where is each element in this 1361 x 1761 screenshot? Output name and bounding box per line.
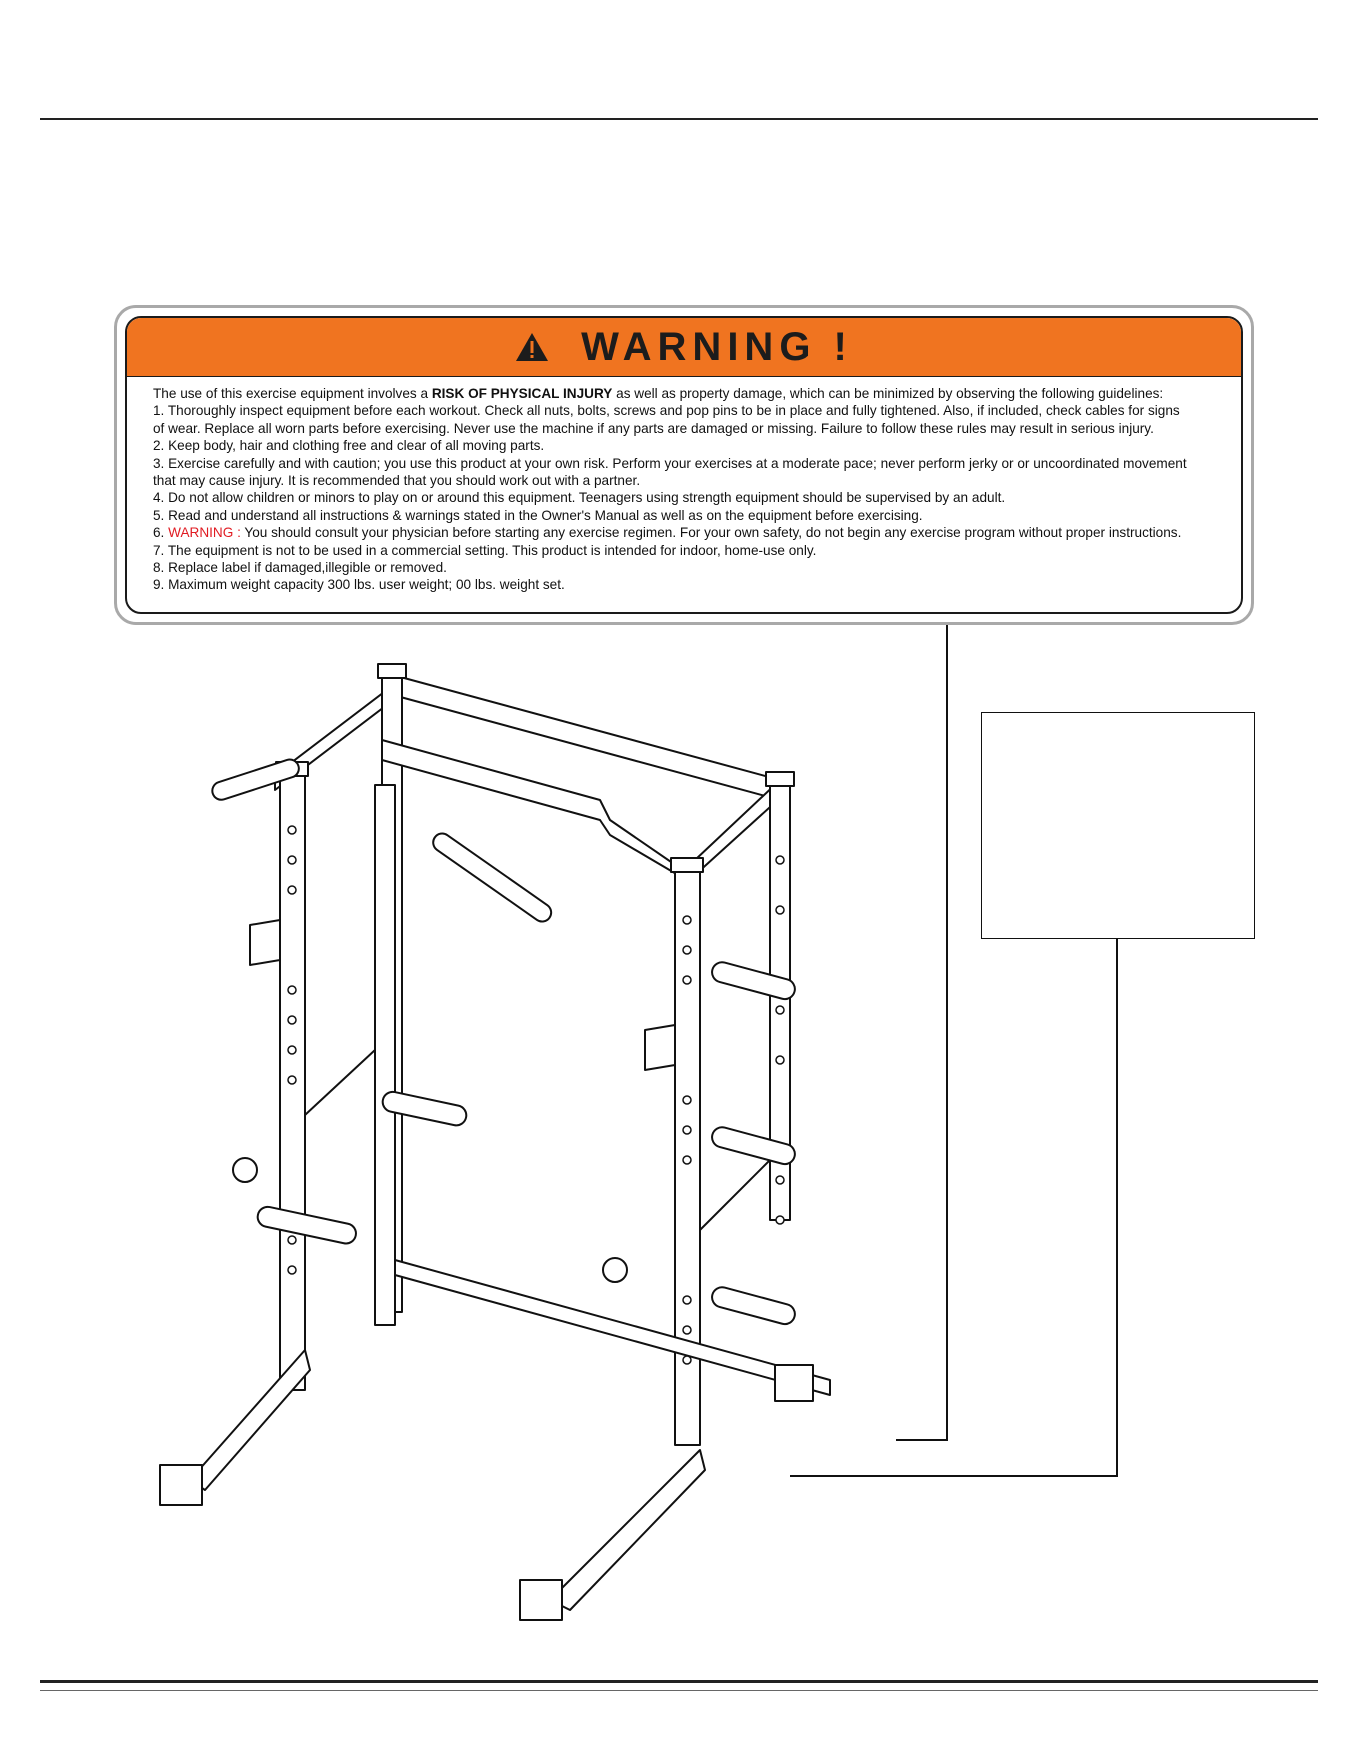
- guideline-1a: 1. Thoroughly inspect equipment before each workout. Check all nuts, bolts, screws and pop pins to be in place and fully tightened. Also, if included, check cables for signs: [153, 403, 1180, 419]
- guideline-4: 4. Do not allow children or minors to play on or around this equipment. Teenagers using strength equipment should be supervised by an adult.: [153, 490, 1006, 506]
- upright-cap: [378, 664, 406, 678]
- leader-line-callout-vertical: [1116, 939, 1118, 1476]
- guideline-9: 9. Maximum weight capacity 300 lbs. user weight; 00 lbs. weight set.: [153, 577, 565, 593]
- upright-cap: [671, 858, 703, 872]
- rack-inner-left-upright: [375, 785, 395, 1325]
- warning-label-inner: [125, 316, 1243, 614]
- warning-triangle-icon: [515, 332, 549, 362]
- warning-label: [114, 305, 1254, 625]
- power-rack-illustration: [150, 660, 910, 1660]
- rubber-foot: [160, 1465, 202, 1505]
- rubber-foot: [775, 1365, 813, 1401]
- guideline-5: 5. Read and understand all instructions & warnings stated in the Owner's Manual as well as on the equipment before exercising.: [153, 507, 923, 523]
- warning-intro: The use of this exercise equipment involves a RISK OF PHYSICAL INJURY as well as property damage, which can be minimized by observing the following guidelines:: [153, 386, 1164, 401]
- footer-rule: [40, 1680, 1318, 1683]
- rack-right-base-leg: [550, 1450, 705, 1610]
- guideline-2: 2. Keep body, hair and clothing free and clear of all moving parts.: [153, 438, 545, 454]
- safety-bar: [256, 1205, 358, 1245]
- footer-rule-thin: [40, 1690, 1318, 1691]
- guideline-8: 8. Replace label if damaged,illegible or removed.: [153, 560, 447, 576]
- pull-up-handle: [430, 830, 555, 925]
- callout-label-box: [981, 712, 1255, 939]
- guideline-3a: 3. Exercise carefully and with caution; you use this product at your own risk. Perform your exercises at a moderate pace; never perform jerky or or uncoordinated movement: [153, 455, 1187, 471]
- guideline-3b: that may cause injury. It is recommended that you should work out with a partner.: [153, 473, 641, 489]
- risk-emphasis: RISK OF PHYSICAL INJURY: [431, 386, 613, 401]
- rack-left-base-leg: [190, 1350, 310, 1490]
- j-hook: [645, 1025, 675, 1070]
- weight-storage-peg: [710, 1285, 797, 1326]
- rack-top-right-beam: [695, 780, 780, 875]
- pop-pin-knob: [603, 1258, 627, 1282]
- diagonal-brace: [700, 1160, 770, 1230]
- pop-pin-knob: [233, 1158, 257, 1182]
- warning-guidelines: [127, 377, 1241, 594]
- rack-top-back-beam: [382, 672, 780, 800]
- guideline-7: 7. The equipment is not to be used in a commercial setting. This product is intended for indoor, home-use only.: [153, 542, 817, 558]
- header-rule: [40, 118, 1318, 120]
- warning-keyword: WARNING :: [168, 525, 241, 541]
- guideline-6: 6. WARNING : You should consult your physician before starting any exercise regimen. For your own safety, do not begin any exercise program without proper instructions.: [153, 525, 1182, 541]
- guideline-1b: of wear. Replace all worn parts before exercising. Never use the machine if any parts are damaged or missing. Failure to follow these rules may result in serious injury.: [153, 420, 1154, 436]
- warning-header: [127, 318, 1241, 377]
- j-hook: [250, 920, 280, 965]
- rubber-foot: [520, 1580, 562, 1620]
- upright-cap: [766, 772, 794, 786]
- warning-title: WARNING !: [581, 324, 853, 369]
- leader-line-warning-vertical: [946, 625, 948, 1440]
- diagonal-brace: [305, 1050, 375, 1115]
